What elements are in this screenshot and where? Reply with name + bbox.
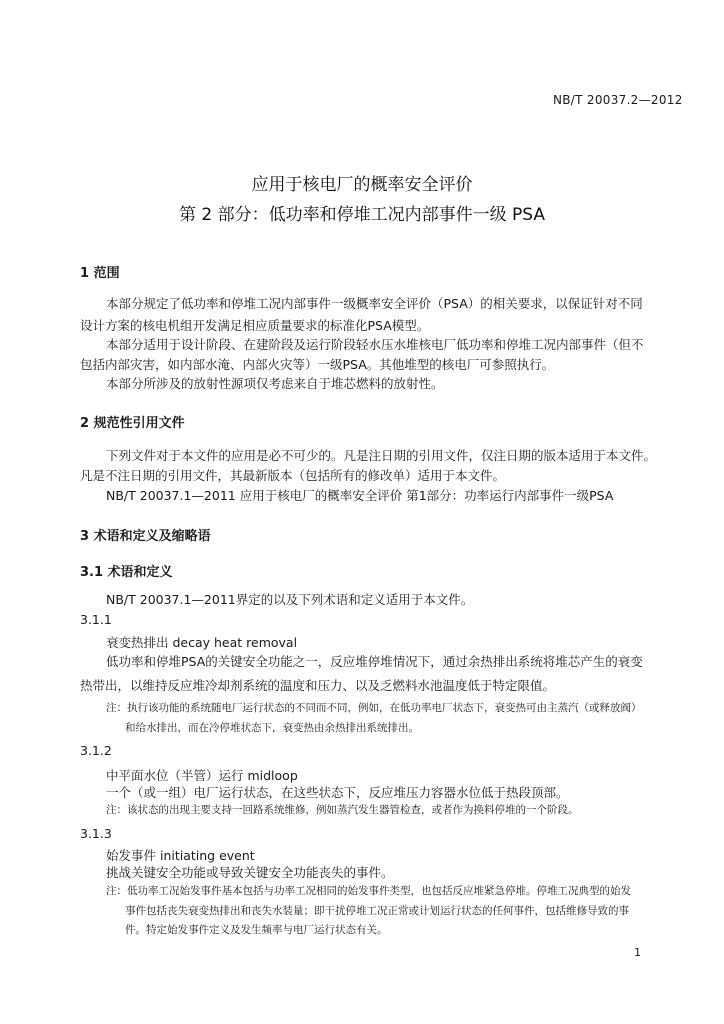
term-title: 始发事件 initiating event — [106, 848, 255, 863]
section-2-heading: 2 规范性引用文件 — [80, 416, 185, 431]
definition-line: 一个（或一组）电厂运行状态，在这些状态下，反应堆压力容器水位低于热段顶部。 — [106, 785, 569, 800]
note-line: 和给水排出，而在冷停堆状态下，衰变热由余热排出系统排出。 — [125, 722, 419, 734]
section-3-1-heading: 3.1 术语和定义 — [80, 565, 173, 580]
paragraph-line: 下列文件对于本文件的应用是必不可少的。凡是注日期的引用文件，仅注日期的版本适用于本文件。 — [106, 448, 657, 463]
note-line: 注：低功率工况始发事件基本包括与功率工况相同的始发事件类型，也包括反应堆紧急停堆。停堆工况典型的始发 — [106, 885, 631, 897]
page-number: 1 — [634, 946, 641, 959]
note-line: 注：执行该功能的系统随电厂运行状态的不同而不同，例如，在低功率电厂状态下，衰变热可由主蒸汽（或释放阀） — [106, 702, 642, 714]
doc-subtitle: 第 2 部分：低功率和停堆工况内部事件一级 PSA — [178, 205, 545, 225]
term-title: 中平面水位（半管）运行 midloop — [106, 768, 298, 783]
term-number: 3.1.3 — [80, 826, 112, 841]
note-line: 事件包括丧失衰变热排出和丧失水装量；即干扰停堆工况正常或计划运行状态的任何事件，包括维修导致的事 — [125, 905, 629, 917]
note-line: 件。特定始发事件定义及发生频率与电厂运行状态有关。 — [125, 924, 388, 936]
definition-line: 低功率和停堆PSA的关键安全功能之一，反应堆停堆情况下，通过余热排出系统将堆芯产生的衰变 — [106, 654, 643, 669]
term-number: 3.1.2 — [80, 743, 112, 758]
section-3-heading: 3 术语和定义及缩略语 — [80, 529, 211, 544]
reference-line: NB/T 20037.1—2011 应用于核电厂的概率安全评价 第1部分：功率运行内部事件一级PSA — [106, 488, 614, 503]
note-line: 注：该状态的出现主要支持一回路系统维修，例如蒸汽发生器管检查，或者作为换料停堆的一个阶段。 — [106, 804, 579, 816]
standard-code: NB/T 20037.2—2012 — [553, 93, 683, 107]
paragraph-line: NB/T 20037.1—2011界定的以及下列术语和定义适用于本文件。 — [106, 592, 474, 607]
section-1-heading: 1 范围 — [80, 266, 120, 281]
definition-line: 挑战关键安全功能或导致关键安全功能丧失的事件。 — [106, 865, 394, 880]
definition-line: 热带出，以维持反应堆冷却剂系统的温度和压力、以及乏燃料水池温度低于特定限值。 — [80, 678, 556, 693]
paragraph-line: 本部分适用于设计阶段、在建阶段及运行阶段轻水压水堆核电厂低功率和停堆工况内部事件（但不 — [106, 337, 644, 352]
paragraph-line: 设计方案的核电机组开发满足相应质量要求的标准化PSA模型。 — [80, 318, 430, 333]
paragraph-line: 凡是不注日期的引用文件，其最新版本（包括所有的修改单）适用于本文件。 — [80, 468, 506, 483]
paragraph-line: 包括内部灾害，如内部水淹、内部火灾等）一级PSA。其他堆型的核电厂可参照执行。 — [80, 357, 555, 372]
term-title: 衰变热排出 decay heat removal — [106, 635, 298, 650]
term-number: 3.1.1 — [80, 612, 112, 627]
paragraph-line: 本部分所涉及的放射性源项仅考虑来自于堆芯燃料的放射性。 — [106, 376, 444, 391]
doc-title: 应用于核电厂的概率安全评价 — [251, 175, 473, 195]
paragraph-line: 本部分规定了低功率和停堆工况内部事件一级概率安全评价（PSA）的相关要求，以保证针对不同 — [106, 296, 643, 311]
